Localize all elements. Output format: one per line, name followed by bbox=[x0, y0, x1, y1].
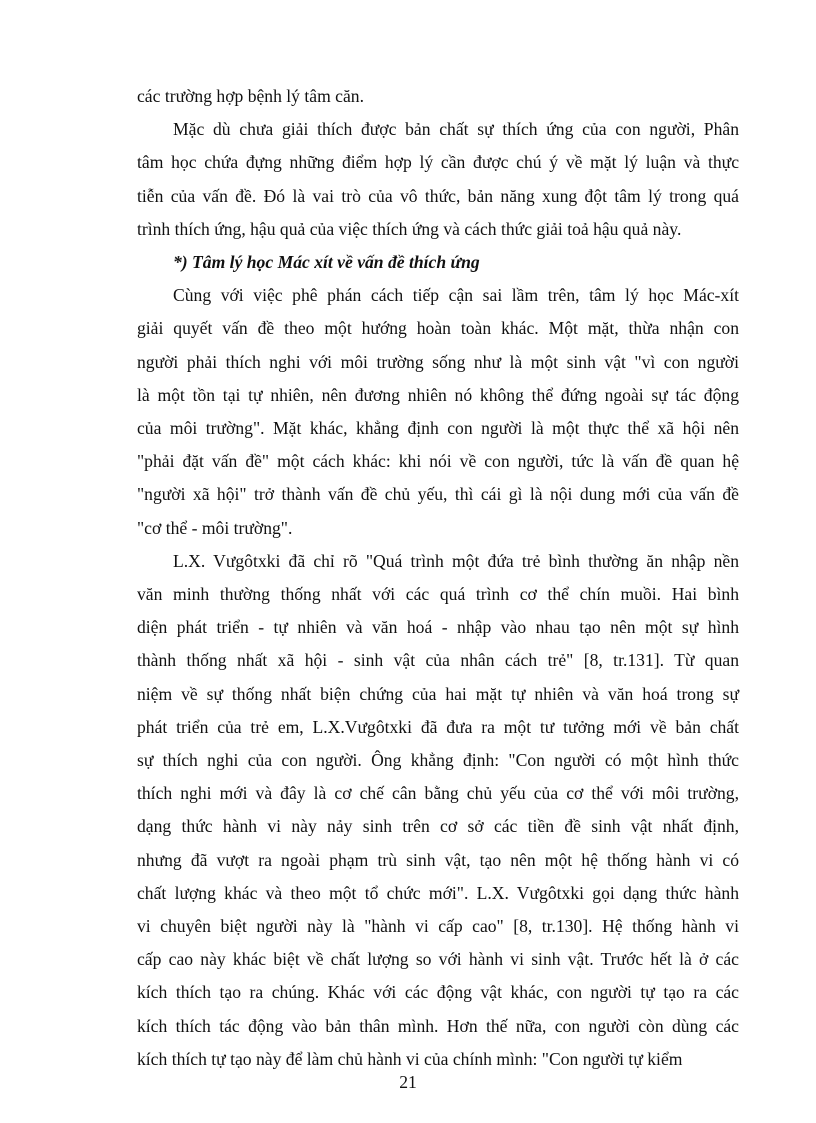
text-line: giải quyết vấn đề theo một hướng hoàn toàn khác. Một mặt, thừa nhận con bbox=[137, 318, 739, 339]
text-line: kích thích tác động vào bản thân mình. Hơn thế nữa, con người còn dùng các bbox=[137, 1015, 739, 1036]
text-line: thành thống nhất xã hội - sinh vật của nhân cách trẻ" [8, tr.131]. Từ quan bbox=[137, 650, 739, 671]
text-line: dạng thức hành vi này nảy sinh trên cơ sở các tiền đề sinh vật nhất định, bbox=[137, 816, 739, 837]
paragraph bbox=[137, 80, 739, 113]
text-line: thích nghi mới và đây là cơ chế cân bằng chủ yếu của cơ thể với môi trường, bbox=[137, 783, 739, 804]
page-number: 21 bbox=[399, 1072, 417, 1092]
text-line: sự thích nghi của con người. Ông khẳng định: "Con người có một hình thức bbox=[137, 750, 739, 771]
paragraph bbox=[137, 279, 739, 545]
text-line: *) Tâm lý học Mác xít về vấn đề thích ứng bbox=[173, 252, 480, 273]
text-line: Cùng với việc phê phán cách tiếp cận sai lầm trên, tâm lý học Mác-xít bbox=[173, 285, 739, 306]
document-page bbox=[137, 80, 739, 1076]
text-line: nhưng đã vượt ra ngoài phạm trù sinh vật, tạo nên một hệ thống hành vi có bbox=[137, 849, 739, 870]
text-line: trình thích ứng, hậu quả của việc thích ứng và cách thức giải toả hậu quả này. bbox=[137, 218, 682, 239]
text-line: tâm học chứa đựng những điểm hợp lý cần được chú ý về mặt lý luận và thực bbox=[137, 152, 739, 173]
text-line: tiễn của vấn đề. Đó là vai trò của vô thức, bản năng xung đột tâm lý trong quá bbox=[137, 185, 739, 206]
text-line: phát triển của trẻ em, L.X.Vưgôtxki đã đưa ra một tư tưởng mới về bản chất bbox=[137, 716, 739, 737]
text-line: niệm về sự thống nhất biện chứng của hai mặt tự nhiên và văn hoá trong sự bbox=[137, 683, 739, 704]
text-line: "phải đặt vấn đề" một cách khác: khi nói về con người, tức là vấn đề quan hệ bbox=[137, 451, 739, 472]
paragraph bbox=[137, 545, 739, 1076]
text-line: người phải thích nghi với môi trường sống như là một sinh vật "vì con người bbox=[137, 351, 739, 372]
text-line: vi chuyên biệt người này là "hành vi cấp cao" [8, tr.130]. Hệ thống hành vi bbox=[137, 916, 739, 937]
text-line: của môi trường". Mặt khác, khẳng định con người là một thực thể xã hội nên bbox=[137, 418, 739, 439]
text-line: là một tồn tại tự nhiên, nên đương nhiên nó không thể đứng ngoài sự tác động bbox=[137, 384, 739, 405]
text-line: Mặc dù chưa giải thích được bản chất sự thích ứng của con người, Phân bbox=[173, 119, 739, 140]
text-line: L.X. Vưgôtxki đã chỉ rõ "Quá trình một đứa trẻ bình thường ăn nhập nền bbox=[173, 550, 739, 571]
text-line: chất lượng khác và theo một tổ chức mới". L.X. Vưgôtxki gọi dạng thức hành bbox=[137, 882, 739, 903]
text-line: cấp cao này khác biệt về chất lượng so với hành vi sinh vật. Trước hết là ở các bbox=[137, 949, 739, 970]
document-body bbox=[137, 80, 739, 1076]
text-line: các trường hợp bệnh lý tâm căn. bbox=[137, 86, 364, 106]
section-heading bbox=[137, 246, 739, 279]
text-line: "người xã hội" trở thành vấn đề chủ yếu, thì cái gì là nội dung mới của vấn đề bbox=[137, 484, 739, 505]
text-line: diện phát triển - tự nhiên và văn hoá - nhập vào nhau tạo nên một sự hình bbox=[137, 617, 739, 638]
text-line: kích thích tự tạo này để làm chủ hành vi của chính mình: "Con người tự kiểm bbox=[137, 1048, 683, 1069]
paragraph bbox=[137, 113, 739, 246]
text-line: văn minh thường thống nhất với các quá trình cơ thể chín muồi. Hai bình bbox=[137, 584, 739, 605]
text-line: kích thích tạo ra chúng. Khác với các động vật khác, con người tự tạo ra các bbox=[137, 982, 739, 1003]
text-line: "cơ thể - môi trường". bbox=[137, 517, 293, 538]
